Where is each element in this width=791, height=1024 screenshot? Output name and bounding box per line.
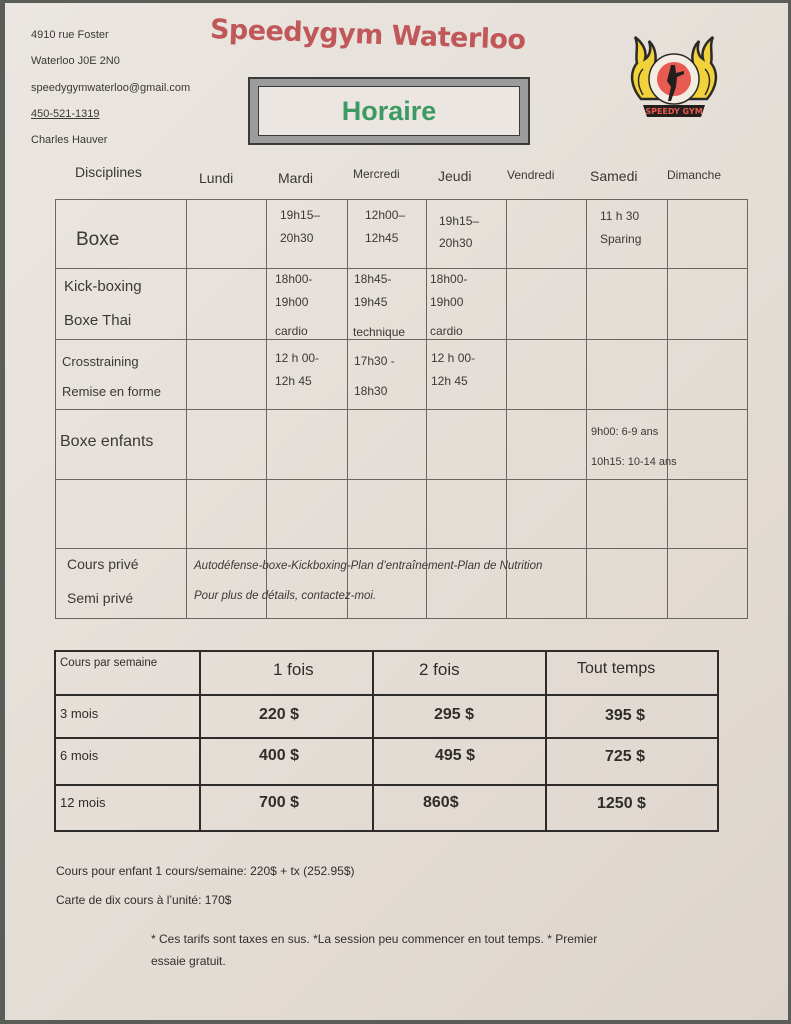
boxe-mardi-end: 20h30 (280, 231, 314, 245)
contact-phone[interactable]: 450-521-1319 (31, 108, 100, 120)
kick-mercredi-type: technique (353, 325, 406, 339)
discipline-boxe-thai: Boxe Thai (64, 312, 132, 329)
pricing-header-label: Cours par semaine (60, 657, 158, 669)
enfants-samedi-group1: 9h00: 6-9 ans (591, 426, 659, 438)
pricing-row-3mois: 3 mois (60, 706, 99, 721)
brand-title: Speedygym Waterloo (209, 14, 527, 57)
header-lundi: Lundi (199, 170, 234, 186)
boxe-samedi-time: 11 h 30 (600, 209, 640, 223)
price-6mois-2fois: 495 $ (435, 747, 476, 764)
discipline-boxe-enfants: Boxe enfants (60, 433, 154, 450)
kick-mercredi-start: 18h45- (354, 272, 392, 286)
discipline-crosstraining: Crosstraining (62, 354, 139, 369)
discipline-cours-prive: Cours privé (67, 556, 139, 572)
logo-text: SPEEDY GYM (645, 107, 703, 116)
gym-logo (627, 29, 721, 129)
enfants-samedi-group2: 10h15: 10-14 ans (591, 456, 677, 468)
page-heading: Horaire (341, 95, 437, 126)
private-contact-note: Pour plus de détails, contactez-moi. (194, 590, 377, 602)
kick-mercredi-end: 19h45 (354, 295, 388, 309)
pricing-row-6mois: 6 mois (60, 748, 99, 763)
discipline-boxe: Boxe (76, 229, 120, 250)
price-12mois-2fois: 860$ (423, 794, 459, 811)
cross-jeudi-start: 12 h 00- (431, 351, 476, 365)
cross-mercredi-end: 18h30 (354, 384, 388, 398)
private-services: Autodéfense-boxe-Kickboxing-Plan d’entraînement-Plan de Nutrition (194, 560, 543, 572)
contact-city: Waterloo J0E 2N0 (31, 55, 120, 67)
header-jeudi: Jeudi (438, 168, 472, 184)
cross-jeudi-end: 12h 45 (431, 374, 468, 388)
cross-mercredi-start: 17h30 - (354, 354, 395, 368)
heading-frame (248, 77, 530, 145)
terms-line-1: * Ces tarifs sont taxes en sus. *La session peu commencer en tout temps. * Premier (151, 932, 598, 946)
boxe-mardi-start: 19h15– (280, 208, 321, 222)
boxe-jeudi-start: 19h15– (439, 214, 480, 228)
contact-name: Charles Hauver (31, 134, 108, 146)
pricing-header-1fois: 1 fois (273, 660, 314, 679)
contact-address: 4910 rue Foster (31, 29, 109, 41)
price-3mois-tout-temps: 395 $ (605, 707, 646, 724)
cross-mardi-end: 12h 45 (275, 374, 312, 388)
discipline-remise-en-forme: Remise en forme (62, 384, 161, 399)
pricing-row-12mois: 12 mois (60, 795, 106, 810)
header-mercredi: Mercredi (353, 167, 400, 181)
price-3mois-2fois: 295 $ (434, 706, 475, 723)
header-vendredi: Vendredi (507, 168, 555, 182)
pricing-header-tout-temps: Tout temps (577, 660, 656, 677)
kick-jeudi-type: cardio (430, 324, 463, 338)
price-12mois-tout-temps: 1250 $ (597, 795, 646, 812)
boxe-mercredi-start: 12h00– (365, 208, 406, 222)
kick-mardi-type: cardio (275, 324, 308, 338)
price-3mois-1fois: 220 $ (259, 706, 300, 723)
header-dimanche: Dimanche (667, 168, 722, 182)
terms-line-2: essaie gratuit. (151, 954, 226, 968)
header-mardi: Mardi (278, 170, 314, 186)
boxe-samedi-note: Sparing (600, 232, 642, 246)
discipline-kickboxing: Kick-boxing (64, 278, 142, 295)
header-disciplines: Disciplines (75, 164, 142, 180)
price-6mois-tout-temps: 725 $ (605, 748, 646, 765)
header-samedi: Samedi (590, 168, 638, 184)
kids-course-price: Cours pour enfant 1 cours/semaine: 220$ + tx (252.95$) (56, 864, 355, 878)
kick-jeudi-end: 19h00 (430, 295, 464, 309)
price-12mois-1fois: 700 $ (259, 794, 300, 811)
kick-jeudi-start: 18h00- (430, 272, 468, 286)
boxe-jeudi-end: 20h30 (439, 236, 473, 250)
pricing-header-2fois: 2 fois (419, 660, 460, 679)
contact-email[interactable]: speedygymwaterloo@gmail.com (31, 82, 191, 94)
cross-mardi-start: 12 h 00- (275, 351, 320, 365)
kick-mardi-start: 18h00- (275, 272, 313, 286)
price-6mois-1fois: 400 $ (259, 747, 300, 764)
ten-class-card-price: Carte de dix cours à l’unité: 170$ (56, 893, 232, 907)
boxe-mercredi-end: 12h45 (365, 231, 399, 245)
discipline-semi-prive: Semi privé (67, 590, 134, 606)
kick-mardi-end: 19h00 (275, 295, 309, 309)
